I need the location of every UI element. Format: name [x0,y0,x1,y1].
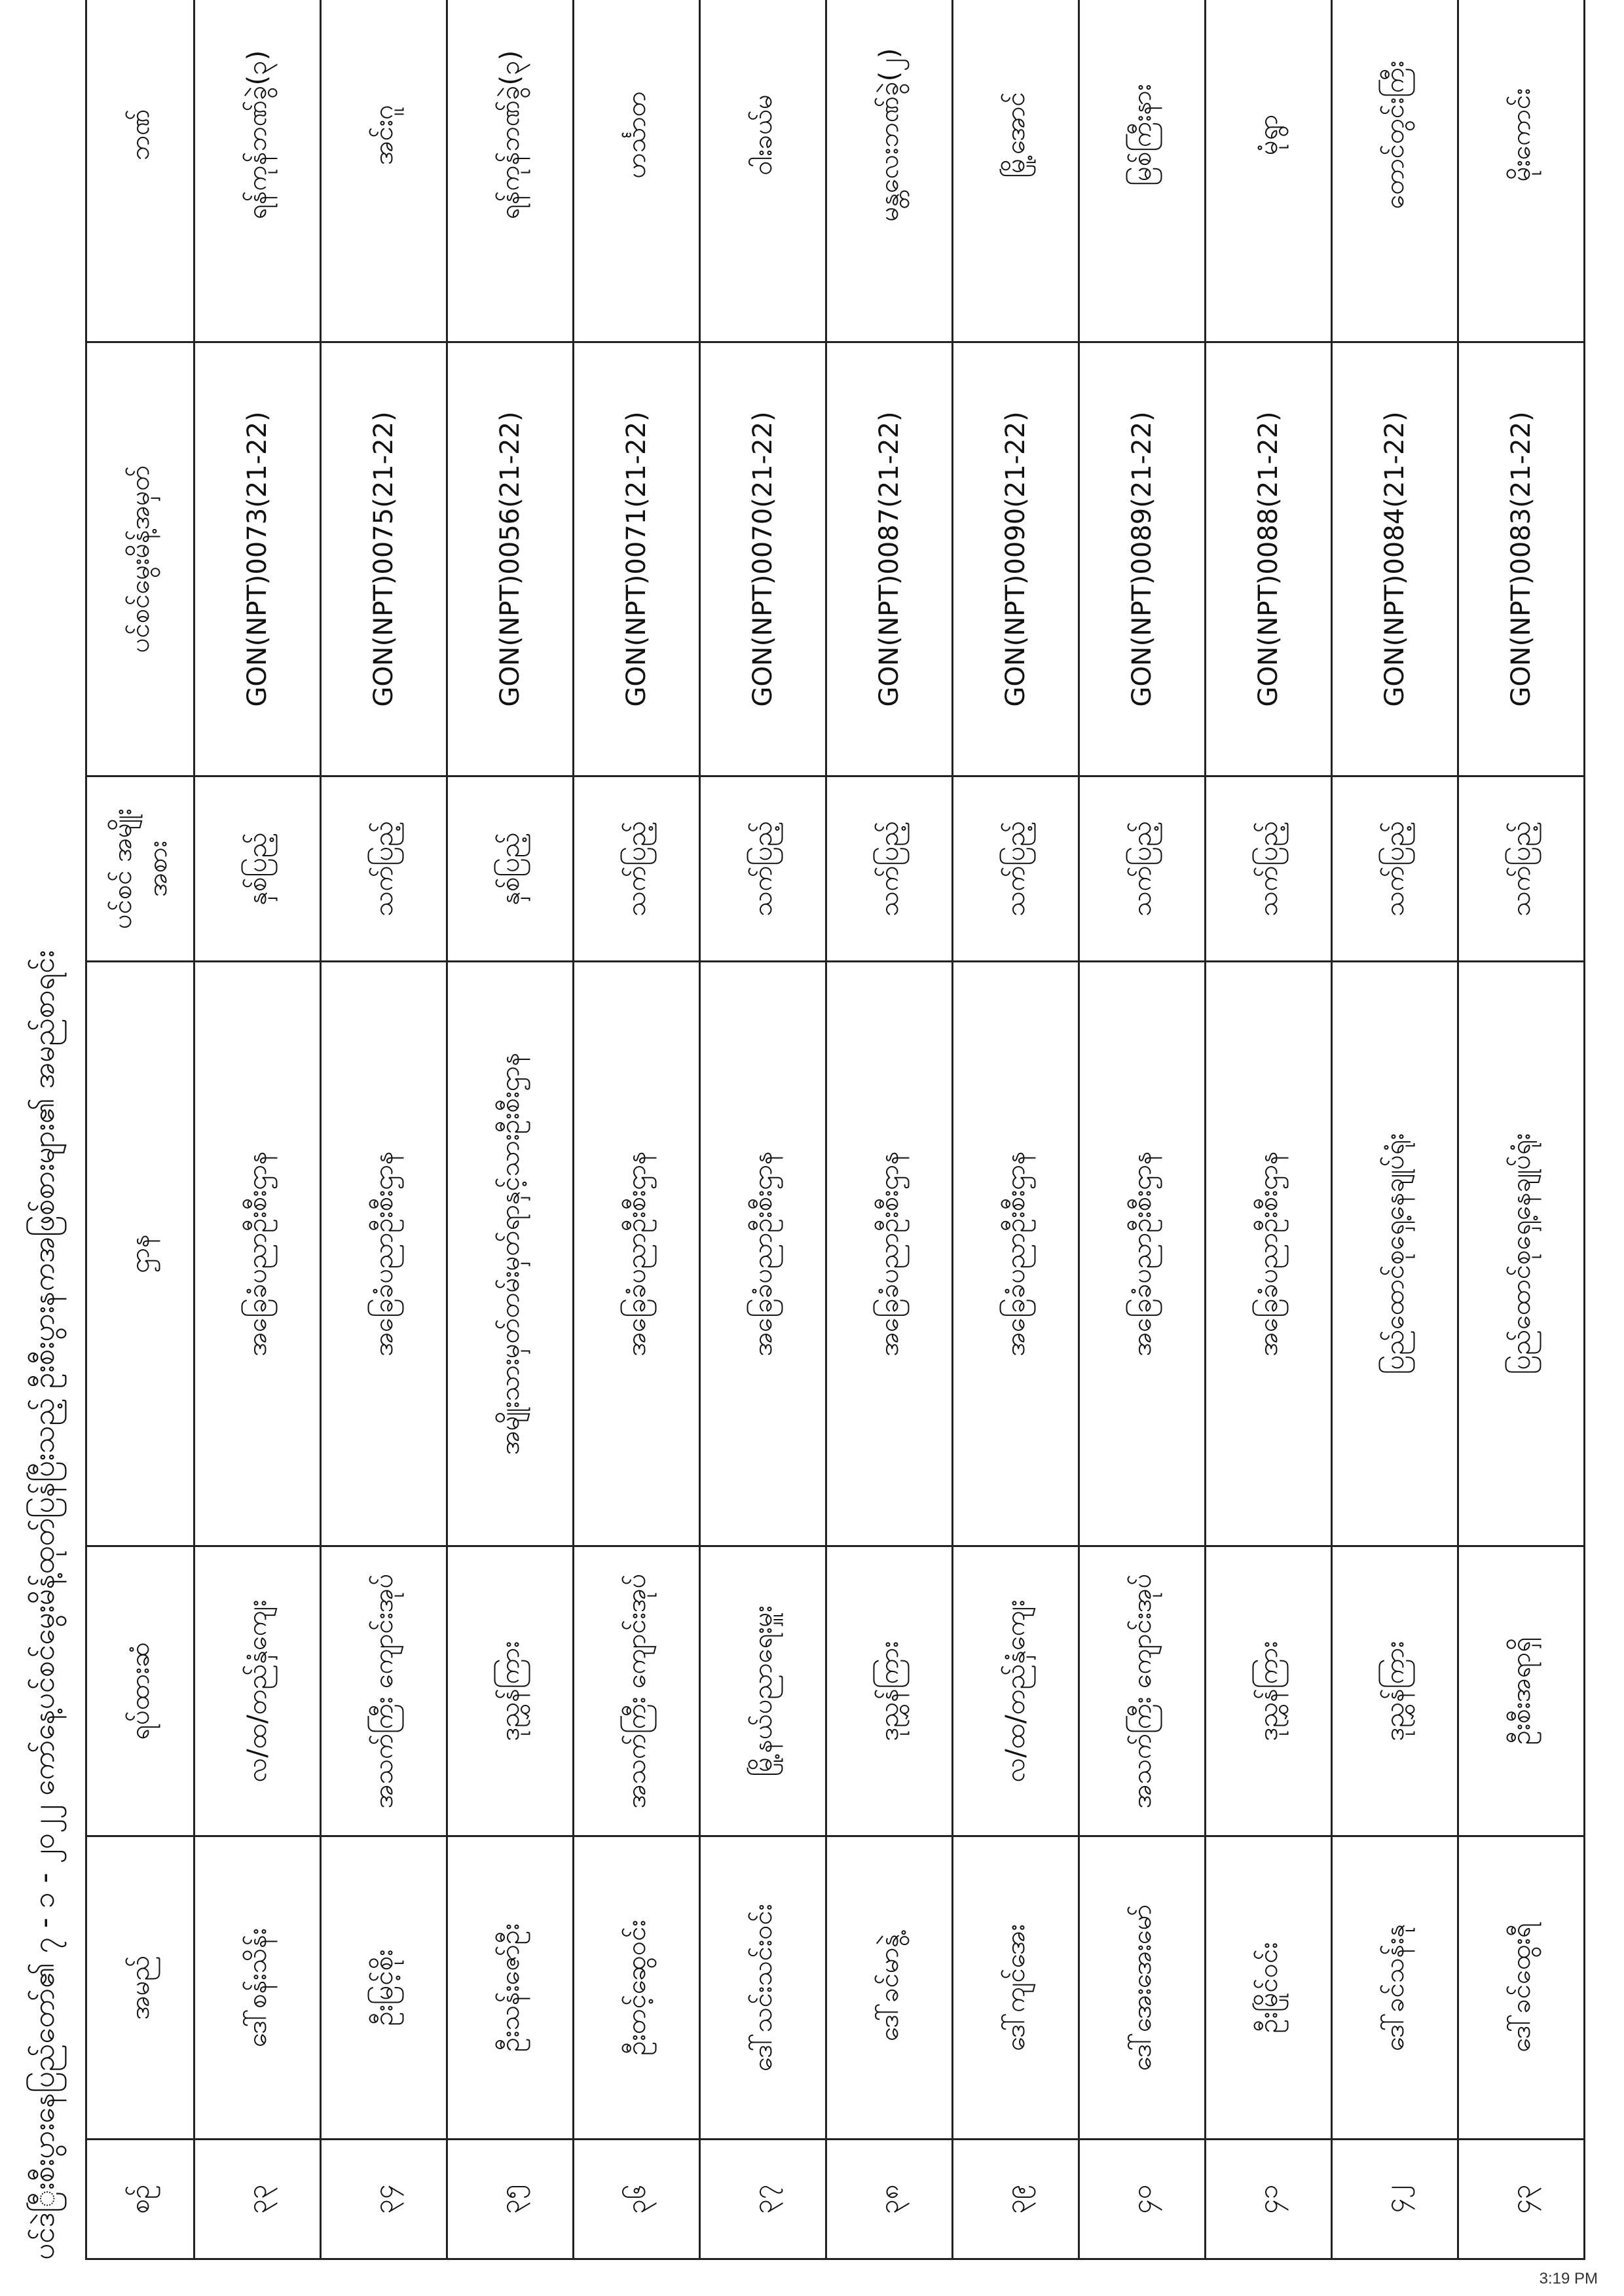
cell-name: ဦးတင့်ဆွေဝင်း [574,1836,700,2140]
header-pension-type: ပင်စင် အမျိုးအစား [86,776,194,962]
cell-no: ၃၅ [447,2140,574,2259]
cell-permit-number: GON(NPT)0056(21-22) [447,342,574,776]
cell-department: အခြေခံပညာဦးစီးဌာန [700,962,826,1546]
cell-name: ဦးမြိုင်ဝင်း [1206,1836,1332,2140]
scan-timestamp: 3:19 PM [1539,2270,1598,2287]
cell-pension-type: နှစ်ပြည့် [194,776,321,962]
cell-no: ၄၀ [1079,2140,1206,2259]
cell-department: အခြေခံပညာဦးစီးဌာန [194,962,321,1546]
cell-bank: ရန်ကုန်ဘဏ်ခွဲ(၃) [447,0,574,342]
cell-permit-number: GON(NPT)0090(21-22) [953,342,1079,776]
table-row [826,0,953,2259]
cell-no: ၄၃ [1458,2140,1585,2259]
cell-department: အခြေခံပညာဦးစီးဌာန [1206,962,1332,1546]
cell-bank: မြစ်ကြီးနား [1079,0,1206,342]
cell-name: ဒေါ်ခင်သန်းနု [1332,1836,1458,2140]
cell-department: အမျိုးသားမှတ်တမ်းမှတ်ရာနှင့်သားဦးစီးဌာန [447,962,574,1546]
cell-permit-number: GON(NPT)0070(21-22) [700,342,826,776]
table-row [700,0,826,2259]
cell-pension-type: သက်ပြည့် [574,776,700,962]
cell-department: အခြေခံပညာဦးစီးဌာန [321,962,447,1546]
table-row [1206,0,1332,2259]
cell-no: ၃၇ [700,2140,826,2259]
cell-no: ၃၈ [826,2140,953,2259]
cell-pension-type: သက်ပြည့် [700,776,826,962]
cell-pension-type: သက်ပြည့် [953,776,1079,962]
cell-no: ၄၁ [1206,2140,1332,2259]
cell-address: အသက်ကြီး ကျောင်းအုပ် [321,1546,447,1836]
table-row [194,0,321,2259]
cell-pension-type: သက်ပြည့် [321,776,447,962]
cell-department: အခြေခံပညာဦးစီးဌာန [1079,962,1206,1546]
cell-bank: ဟင်္သာတ [574,0,700,342]
cell-name: ဒေါ်သင်းသင်းဝင်း [700,1836,826,2140]
cell-address: အသက်ကြီး ကျောင်းအုပ် [1079,1546,1206,1836]
cell-bank: မန္တလေးဘဏ်ခွဲ(၂) [826,0,953,342]
cell-bank: အင်းဂူ [321,0,447,342]
cell-address: လ/ထ/တည်နှံကျေး [194,1546,321,1836]
cell-department: ပြည်ထောင်စုရှေ့နေချုပ်ရုံး [1458,962,1585,1546]
cell-no: ၃၆ [574,2140,700,2259]
cell-department: အခြေခံပညာဦးစီးဌာန [826,962,953,1546]
cell-pension-type: သက်ပြည့် [1206,776,1332,962]
cell-permit-number: GON(NPT)0073(21-22) [194,342,321,776]
cell-pension-type: သက်ပြည့် [826,776,953,962]
table-row [1079,0,1206,2259]
header-name: အမည် [86,1836,194,2140]
cell-pension-type: သက်ပြည့် [1079,776,1206,962]
cell-bank: တောင်တွင်းကြီး [1332,0,1458,342]
cell-bank: ဝါးခယ်မ [700,0,826,342]
cell-permit-number: GON(NPT)0071(21-22) [574,342,700,776]
cell-address: မြို့နယ်ပညာရေးမှူး [700,1546,826,1836]
cell-permit-number: GON(NPT)0083(21-22) [1458,342,1585,776]
cell-address: အသက်ကြီး ကျောင်းအုပ် [574,1546,700,1836]
cell-bank: မြို့အောင် [953,0,1079,342]
table-row [1332,0,1458,2259]
cell-permit-number: GON(NPT)0087(21-22) [826,342,953,776]
table-header-row [86,0,194,2259]
cell-department: အခြေခံပညာဦးစီးဌာန [953,962,1079,1546]
cell-name: ဒေါ်ခင်မာနွဲ့ [826,1836,953,2140]
cell-bank: ရန်ကုန်ဘဏ်ခွဲ(၃) [194,0,321,342]
cell-address: ဒုညွှန်ကြား [826,1546,953,1836]
header-address: ရပ်ထားဆံ [86,1546,194,1836]
cell-address: ဒုညွှန်ကြား [447,1546,574,1836]
table-row [321,0,447,2259]
cell-address: ဦးစီးအရာရှိ [1458,1546,1585,1836]
pension-table [85,0,1585,2260]
header-no: စဉ် [86,2140,194,2259]
cell-no: ၃၄ [321,2140,447,2259]
cell-name: ဒေါ်ခင်ထွေးရီ [1458,1836,1585,2140]
cell-name: ဦးသန်းဇော်ဦး [447,1836,574,2140]
cell-pension-type: နှစ်ပြည့် [447,776,574,962]
cell-address: ဒုညွှန်ကြား [1206,1546,1332,1836]
header-bank: ဘဏ် [86,0,194,342]
cell-bank: မုံရွာ [1206,0,1332,342]
header-department: ဌာန [86,962,194,1546]
cell-name: ဒေါ်ကျင်အေး [953,1836,1079,2140]
cell-no: ၄၂ [1332,2140,1458,2259]
cell-name: ဒေါ်အေးအေးမော် [1079,1836,1206,2140]
cell-department: ပြည်ထောင်စုရှေ့နေချုပ်ရုံး [1332,962,1458,1546]
table-row [953,0,1079,2259]
cell-pension-type: သက်ပြည့် [1332,776,1458,962]
cell-address: ဒုညွှန်ကြား [1332,1546,1458,1836]
cell-permit-number: GON(NPT)0075(21-22) [321,342,447,776]
header-permit-number: ပင်စင်မွေးမိန့်အမှတ် [86,342,194,776]
cell-pension-type: သက်ပြည့် [1458,776,1585,962]
cell-permit-number: GON(NPT)0084(21-22) [1332,342,1458,776]
cell-permit-number: GON(NPT)0089(21-22) [1079,342,1206,776]
cell-no: ၃၉ [953,2140,1079,2259]
cell-name: ဦးမြင့်စိုး [321,1836,447,2140]
cell-name: ဒေါ်စန်းသိန်း [194,1836,321,2140]
table-row [447,0,574,2259]
cell-no: ၃၃ [194,2140,321,2259]
table-row [1458,0,1585,2259]
cell-address: လ/ထ/တည်နှံကျေး [953,1546,1079,1836]
cell-department: အခြေခံပညာဦးစီးဌာန [574,962,700,1546]
cell-bank: မိုးကောင်း [1458,0,1585,342]
table-row [574,0,700,2259]
document-title: ပင်ဒဲြီးစီးပွားနေပြည်တော်၏ ၇ - ၁ - ၂၀၂၂ ကော်နေ့ပင်စင်မွေးမိန့်ထုတ်ပြန်ပြီးသည့် ဦးစီးပွားနကအဖြစ်စားများ၏ အမည်စာရင်း [28,950,61,2260]
cell-permit-number: GON(NPT)0088(21-22) [1206,342,1332,776]
